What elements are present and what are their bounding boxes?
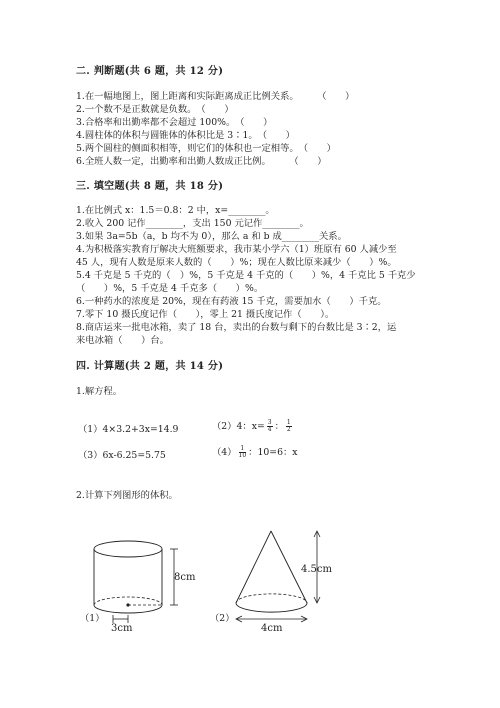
cone-base-front (236, 603, 307, 612)
equation-2 (212, 418, 294, 433)
fill-item-3: 3.如果 3a=5b（a，b 均不为 0），那么 a 和 b 成________关系。 (76, 231, 347, 242)
fill-item-6: 6.一种药水的浓度是 20%，现在有药液 15 千克，需要加水（ ）千克。 (76, 296, 387, 307)
fill-item-8-line-2: 来电冰箱（ ）台。 (76, 335, 169, 346)
equation-3: （3）6x-6.25=5.75 (78, 450, 166, 461)
cone-left-side (236, 531, 271, 603)
cylinder-center-dot (126, 603, 129, 606)
cone-height-label: 4.5cm (301, 564, 332, 575)
fill-item-4-line-1: 4.为积极落实教育厅解决大班额要求，我市某小学六（1）班原有 60 人减少至 (76, 244, 397, 255)
figure-1-label: （1） (80, 613, 105, 624)
fill-item-7: 7.零下 10 摄氏度记作（ ），零上 21 摄氏度记作（ ）。 (76, 309, 335, 320)
cone-diameter-label: 4cm (261, 623, 283, 634)
figure-2-label: （2） (210, 613, 235, 624)
calc-q2-label: 2.计算下列图形的体积。 (76, 490, 178, 501)
equation-1: （1）4×3.2+3x=14.9 (78, 424, 179, 435)
section-4-title: 四. 计算题(共 2 题，共 14 分) (76, 361, 224, 372)
equation-2-colon: ： (274, 421, 284, 432)
section-2-title: 二. 判断题(共 6 题，共 12 分) (76, 66, 224, 77)
judge-item-3: 3.合格率和出勤率都不会超过 100%。 （ ） (76, 117, 273, 128)
equation-4-prefix: （4） (212, 447, 237, 458)
equation-4-suffix: ：10=6：x (248, 447, 298, 458)
judge-item-2: 2.一个数不是正数就是负数。 （ ） (76, 104, 234, 115)
fill-item-1: 1.在比例式 x：1.5＝0.8：2 中，x=________。 (76, 205, 275, 216)
equation-2-fraction-1: $\frac{3}{4}$ (267, 419, 272, 433)
equation-4-fraction: $\frac{1}{10}$ (238, 445, 247, 459)
cone-figure (225, 525, 365, 635)
judge-item-4: 4.圆柱体的体积与圆锥体的体积比是 3∶1。 （ ） (76, 130, 295, 141)
equation-4 (212, 444, 298, 459)
judge-item-1: 1.在一幅地图上，图上距离和实际距离成正比例关系。 （ ） (76, 91, 355, 102)
calc-q1-label: 1.解方程。 (76, 386, 123, 397)
judge-item-5: 5.两个圆柱的侧面积相等，则它们的体积也一定相等。 （ ） (76, 143, 336, 154)
section-3-title: 三. 填空题(共 8 题，共 18 分) (76, 181, 224, 192)
cylinder-radius-label: 3cm (111, 623, 133, 634)
fill-item-8-line-1: 8.商店运来一批电冰箱，卖了 18 台，卖出的台数与剩下的台数比是 3∶2，运 (76, 322, 397, 333)
equation-2-fraction-2: $\frac{1}{2}$ (286, 419, 291, 433)
fill-item-5-line-1: 5.4 千克是 5 千克的（ ）%，5 千克是 4 千克的（ ）%，4 千克比 5 千克少 (76, 270, 416, 281)
fill-item-2: 2.收入 200 记作________，支出 150 元记作________。 (76, 218, 309, 229)
cylinder-top-ellipse (94, 541, 162, 557)
equation-2-prefix: （2）4：x= (212, 421, 265, 432)
fill-item-5-line-2: （ ）%，5 千克是 4 千克多（ ）%。 (76, 283, 264, 294)
judge-item-6: 6.全班人数一定，出勤率和出勤人数成正比例。 （ ） (76, 156, 327, 167)
fill-item-4-line-2: 45 人，现有人数是原来人数的（ ）%；现在人数比原来减少（ ）%。 (76, 257, 397, 268)
cone-base-back (236, 594, 307, 603)
cylinder-height-label: 8cm (174, 572, 196, 583)
